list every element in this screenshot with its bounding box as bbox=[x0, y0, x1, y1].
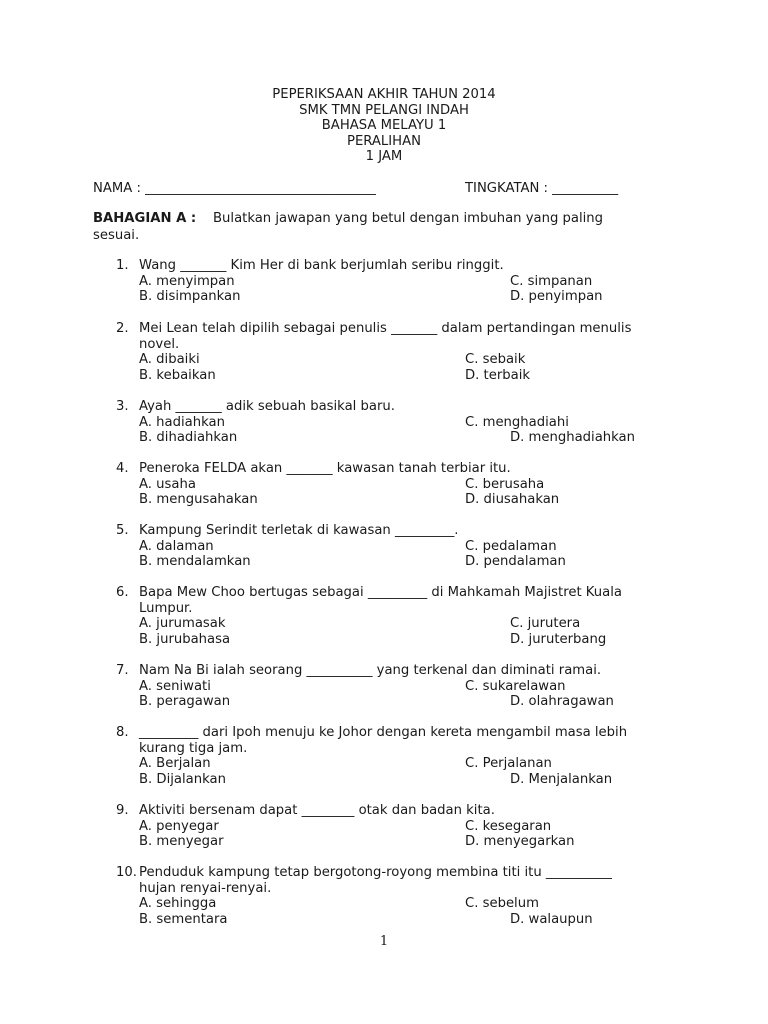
question-text: Mei Lean telah dipilih sebagai penulis _______ dalam pertandingan menulis bbox=[139, 321, 632, 336]
page-number: 1 bbox=[379, 934, 389, 949]
question-text: Ayah _______ adik sebuah basikal baru. bbox=[139, 399, 395, 414]
question-number: 3. bbox=[116, 399, 129, 414]
question-number: 9. bbox=[116, 803, 129, 818]
option-d[interactable]: D. walaupun bbox=[510, 911, 593, 927]
option-a[interactable]: A. penyegar bbox=[139, 818, 219, 834]
option-d[interactable]: D. menghadiahkan bbox=[510, 430, 635, 445]
question-text: Lumpur. bbox=[139, 600, 193, 616]
question-3 bbox=[116, 399, 676, 446]
option-a[interactable]: A. dibaiki bbox=[139, 352, 200, 367]
question-text: novel. bbox=[139, 336, 180, 352]
option-b[interactable]: B. kebaikan bbox=[139, 367, 216, 383]
question-number: 2. bbox=[116, 321, 129, 336]
question-number: 4. bbox=[116, 461, 129, 476]
option-a[interactable]: A. menyimpan bbox=[139, 273, 235, 289]
exam-duration: 1 JAM bbox=[365, 149, 403, 164]
option-a[interactable]: A. hadiahkan bbox=[139, 414, 225, 430]
option-d[interactable]: D. terbaik bbox=[465, 367, 530, 383]
question-5 bbox=[116, 523, 676, 570]
option-d[interactable]: D. Menjalankan bbox=[510, 771, 613, 787]
option-b[interactable]: B. jurubahasa bbox=[139, 631, 231, 647]
question-text: Wang _______ Kim Her di bank berjumlah seribu ringgit. bbox=[139, 258, 504, 273]
option-a[interactable]: A. jurumasak bbox=[139, 616, 226, 631]
question-number: 5. bbox=[116, 523, 129, 538]
option-d[interactable]: D. olahragawan bbox=[510, 694, 614, 709]
option-b[interactable]: B. sementara bbox=[139, 911, 228, 927]
option-c[interactable]: C. simpanan bbox=[510, 273, 593, 289]
subject-name: BAHASA MELAYU 1 bbox=[321, 118, 447, 133]
option-a[interactable]: A. seniwati bbox=[139, 678, 211, 694]
question-text: Penduduk kampung tetap bergotong-royong membina titi itu __________ bbox=[139, 865, 612, 880]
question-8 bbox=[116, 725, 676, 787]
option-b[interactable]: B. mengusahakan bbox=[139, 492, 258, 507]
option-d[interactable]: D. juruterbang bbox=[510, 631, 607, 647]
class-level: PERALIHAN bbox=[347, 133, 421, 149]
question-text: Bapa Mew Choo bertugas sebagai _________ di Mahkamah Majistret Kuala bbox=[139, 585, 622, 600]
option-c[interactable]: C. Perjalanan bbox=[465, 756, 552, 771]
section-instruction: Bulatkan jawapan yang betul dengan imbuhan yang paling bbox=[213, 211, 604, 226]
option-c[interactable]: C. kesegaran bbox=[465, 818, 552, 834]
question-text: hujan renyai-renyai. bbox=[139, 880, 272, 896]
question-number: 10. bbox=[116, 865, 137, 880]
name-field-label: NAMA : ___________________________________ bbox=[93, 181, 376, 196]
option-d[interactable]: D. diusahakan bbox=[465, 492, 560, 507]
question-number: 1. bbox=[116, 258, 129, 273]
question-text: kurang tiga jam. bbox=[139, 740, 248, 756]
option-b[interactable]: B. dihadiahkan bbox=[139, 430, 238, 445]
question-number: 6. bbox=[116, 585, 129, 600]
option-c[interactable]: C. menghadiahi bbox=[465, 414, 569, 430]
question-6 bbox=[116, 585, 676, 647]
option-a[interactable]: A. usaha bbox=[139, 476, 196, 492]
question-number: 8. bbox=[116, 725, 129, 740]
level-field-label: TINGKATAN : __________ bbox=[465, 181, 619, 196]
option-d[interactable]: D. penyimpan bbox=[510, 289, 603, 304]
question-text: Peneroka FELDA akan _______ kawasan tanah terbiar itu. bbox=[139, 461, 511, 476]
option-c[interactable]: C. sukarelawan bbox=[465, 678, 566, 694]
option-b[interactable]: B. disimpankan bbox=[139, 289, 241, 304]
option-a[interactable]: A. dalaman bbox=[139, 538, 214, 554]
option-c[interactable]: C. sebelum bbox=[465, 896, 539, 911]
option-d[interactable]: D. pendalaman bbox=[465, 554, 566, 569]
option-c[interactable]: C. berusaha bbox=[465, 476, 545, 492]
question-1 bbox=[116, 258, 676, 305]
exam-title: PEPERIKSAAN AKHIR TAHUN 2014 bbox=[272, 87, 496, 102]
option-c[interactable]: C. pedalaman bbox=[465, 538, 557, 554]
option-a[interactable]: A. Berjalan bbox=[139, 756, 211, 771]
option-b[interactable]: B. Dijalankan bbox=[139, 771, 226, 787]
option-b[interactable]: B. mendalamkan bbox=[139, 554, 251, 569]
question-text: Nam Na Bi ialah seorang __________ yang terkenal dan diminati ramai. bbox=[139, 663, 602, 678]
question-10 bbox=[116, 865, 676, 927]
question-9 bbox=[116, 803, 676, 850]
question-7 bbox=[116, 663, 676, 710]
question-4 bbox=[116, 461, 676, 508]
option-b[interactable]: B. menyegar bbox=[139, 834, 224, 849]
question-number: 7. bbox=[116, 663, 129, 678]
section-title: BAHAGIAN A : bbox=[93, 211, 197, 226]
option-b[interactable]: B. peragawan bbox=[139, 694, 231, 709]
option-c[interactable]: C. sebaik bbox=[465, 352, 526, 367]
question-text: _________ dari Ipoh menuju ke Johor dengan kereta mengambil masa lebih bbox=[139, 725, 628, 740]
option-c[interactable]: C. jurutera bbox=[510, 616, 581, 631]
option-d[interactable]: D. menyegarkan bbox=[465, 834, 575, 849]
question-2 bbox=[116, 321, 676, 383]
question-text: Aktiviti bersenam dapat ________ otak dan badan kita. bbox=[139, 803, 495, 818]
question-text: Kampung Serindit terletak di kawasan _________. bbox=[139, 523, 459, 538]
option-a[interactable]: A. sehingga bbox=[139, 896, 217, 911]
school-name: SMK TMN PELANGI INDAH bbox=[299, 102, 469, 118]
section-instruction-cont: sesuai. bbox=[93, 228, 140, 243]
exam-header bbox=[0, 87, 768, 165]
